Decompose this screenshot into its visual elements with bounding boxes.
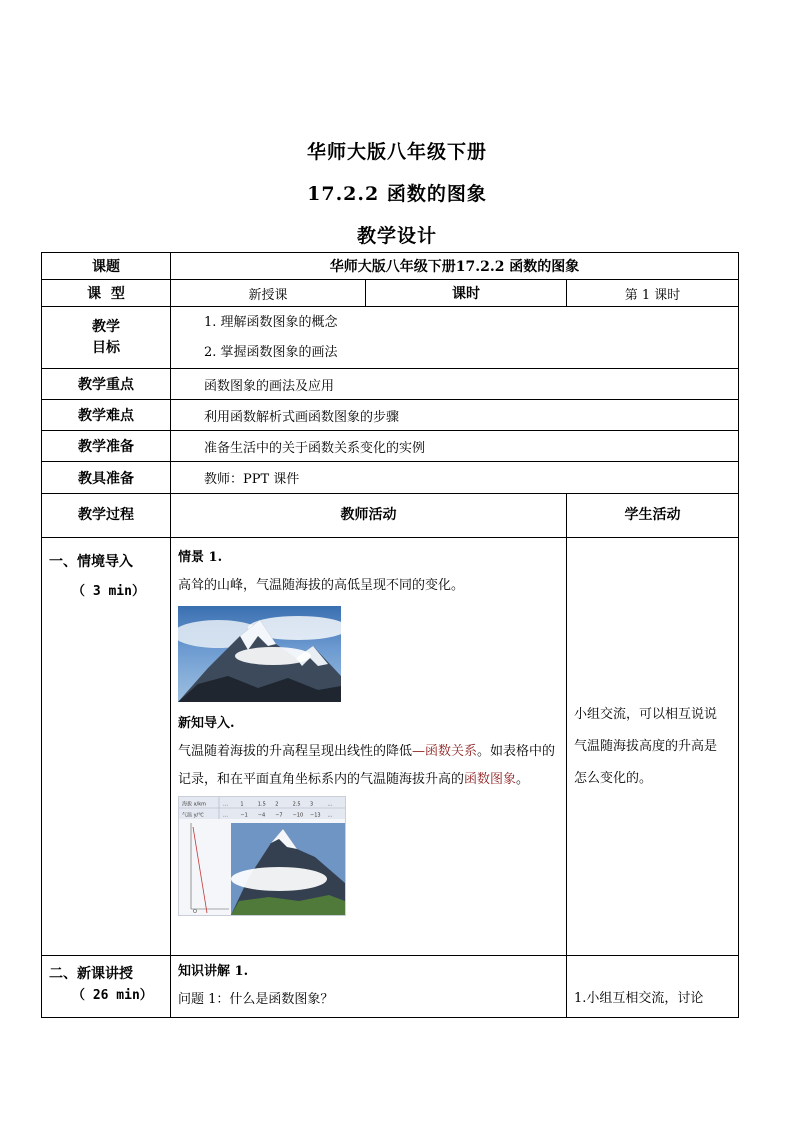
new-knowledge-title: 新知导入.	[178, 716, 235, 731]
tools-label: 教具准备	[42, 462, 171, 494]
topic-value: 华师大版八年级下册17.2.2 函数的图象	[171, 253, 739, 280]
figure-row1-cell: 2	[275, 801, 279, 808]
figure-row2-cell: −4	[257, 812, 266, 819]
altitude-temperature-figure	[178, 796, 346, 916]
topic-label: 课题	[42, 253, 171, 280]
question-text: 问题 1：什么是函数图象？	[178, 992, 334, 1007]
function-graph-highlight: 函数图象	[464, 772, 517, 787]
hours-label: 课时	[366, 280, 567, 307]
tools-value: 教师：PPT 课件	[171, 462, 739, 494]
altitude-figure-art	[179, 797, 345, 915]
knowledge-title: 知识讲解 1.	[178, 964, 249, 979]
key-row	[42, 369, 739, 400]
figure-row1-cell: 1	[240, 801, 244, 808]
figure-row1-cell: 2.5	[292, 801, 301, 808]
mountain-photo	[178, 606, 341, 702]
section1-label	[42, 538, 171, 956]
key-value: 函数图象的画法及应用	[171, 369, 739, 400]
topic-row	[42, 253, 739, 280]
scene-text: 高耸的山峰，气温随海拔的高低呈现不同的变化。	[178, 578, 465, 593]
goals-label-line1: 教学	[92, 318, 120, 335]
goal-item: 1. 理解函数图象的概念	[204, 314, 338, 330]
goals-label-line2: 目标	[92, 339, 120, 356]
type-label: 课 型	[42, 280, 171, 307]
section1-title: 一、情境导入	[49, 554, 133, 570]
figure-row1-cell: …	[327, 801, 333, 808]
figure-row2-cell: …	[223, 812, 228, 819]
section2-time: （ 26 min）	[72, 988, 153, 1003]
goals-label	[42, 307, 171, 369]
prep-value: 准备生活中的关于函数关系变化的实例	[171, 431, 739, 462]
goals-row	[42, 307, 739, 369]
prep-row	[42, 431, 739, 462]
goals-value	[171, 307, 739, 369]
student-activity-header: 学生活动	[567, 494, 739, 538]
figure-row2-cell: −10	[292, 812, 304, 819]
key-label: 教学重点	[42, 369, 171, 400]
figure-row1-cell: 3	[310, 801, 314, 808]
section2-row	[42, 956, 739, 1018]
figure-row2-cell: −7	[275, 812, 283, 819]
prep-label: 教学准备	[42, 431, 171, 462]
figure-row1-cell: …	[223, 801, 228, 808]
section2-teacher-activity	[171, 956, 567, 1018]
section1-time: （ 3 min）	[72, 584, 145, 599]
document-title: 华师大版八年级下册	[306, 141, 487, 163]
scene-title: 情景 1.	[178, 550, 223, 565]
difficulty-row	[42, 400, 739, 431]
type-value: 新授课	[171, 280, 366, 307]
figure-row2-cell: −13	[310, 812, 321, 819]
goal-item: 2. 掌握函数图象的画法	[204, 344, 338, 360]
mountain-photo-art	[178, 606, 341, 702]
new-knowledge-text: 气温随着海拔的升高程呈现出线性的降低—函数关系。如表格中的记录，和在平面直角坐标系内的气温随海拔升高的函数图象。	[178, 744, 556, 787]
section2-student-activity: 1.小组互相交流，讨论	[567, 956, 739, 1018]
section1-teacher-activity	[171, 538, 567, 956]
lesson-title: 17.2.2 函数的图象	[307, 183, 487, 205]
figure-row2-cell: −1	[240, 812, 248, 819]
tools-row	[42, 462, 739, 494]
figure-row1-label: 海拔 x/km	[182, 801, 206, 808]
svg-text:O: O	[193, 909, 197, 915]
process-label: 教学过程	[42, 494, 171, 538]
section1-row	[42, 538, 739, 956]
lesson-plan-table	[41, 252, 739, 1018]
hours-value: 第 1 课时	[567, 280, 739, 307]
figure-row2-label: 气温 y/℃	[182, 812, 204, 819]
section1-student-activity: 小组交流，可以相互说说气温随海拔高度的升高是怎么变化的。	[567, 538, 739, 956]
type-row	[42, 280, 739, 307]
difficulty-label: 教学难点	[42, 400, 171, 431]
figure-row1-cell: 1.5	[257, 801, 266, 808]
teacher-activity-header: 教师活动	[171, 494, 567, 538]
figure-row2-cell: …	[327, 812, 333, 819]
process-header-row	[42, 494, 739, 538]
difficulty-value: 利用函数解析式画函数图象的步骤	[171, 400, 739, 431]
function-relation-highlight: —函数关系	[412, 744, 478, 759]
section2-title: 二、新课讲授	[49, 966, 133, 982]
design-title: 教学设计	[356, 225, 437, 247]
section2-label	[42, 956, 171, 1018]
